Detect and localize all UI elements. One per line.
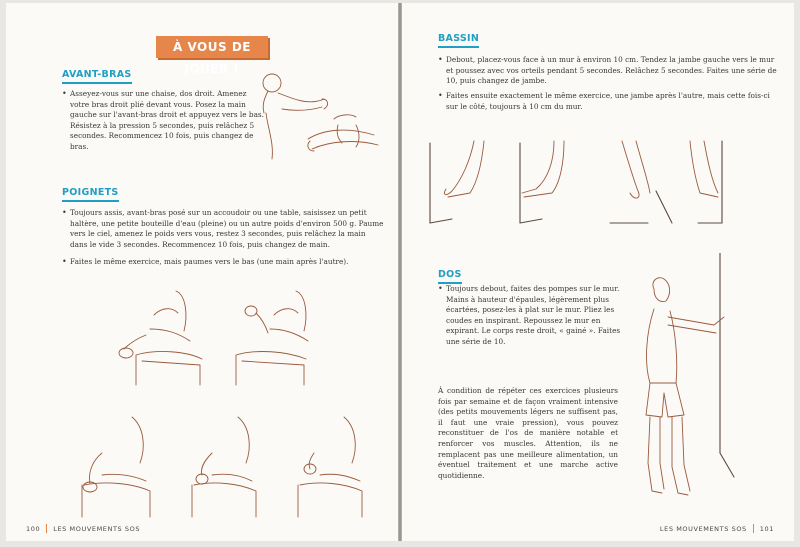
bassin-text-1: • Debout, placez-vous face à un mur à environ 10 cm. Tendez la jambe gauche vers le mur et poussez avec vos orteils pendant 5 secondes. Relâchez 5 secondes. Faites une série de 10, puis changez de jambe. <box>438 55 782 87</box>
heading-poignets: POIGNETS <box>62 187 119 202</box>
forearm-exercise-illustration <box>238 69 388 165</box>
wrist-exercise-illustration-top <box>106 285 316 395</box>
heading-bassin: BASSIN <box>438 33 479 48</box>
running-title-left: LES MOUVEMENTS SOS <box>53 524 141 533</box>
pelvis-exercise-illustration <box>422 131 752 227</box>
footer-divider <box>753 524 754 533</box>
heading-dos: DOS <box>438 269 462 284</box>
footer-divider <box>46 524 47 533</box>
page-number-left: 100 <box>26 524 41 533</box>
left-page <box>6 3 398 541</box>
footer-left <box>26 524 140 533</box>
poignets-text-2: • Faites le même exercice, mais paumes vers le bas (une main après l'autre). <box>62 257 384 268</box>
poignets-text-1: • Toujours assis, avant-bras posé sur un accoudoir ou une table, saisissez un petit haltère, une petite bouteille d'eau (pleine) ou un autre poids d'environ 500 g. Paume vers le ciel, amenez le poids vers vous, restez 3 secondes, puis relâchez la main dans le vide 3 secondes. Recommencez 10 fois, puis changez de main. <box>62 208 384 250</box>
dos-text: • Toujours debout, faites des pompes sur le mur. Mains à hauteur d'épaules, légèrement plus écartées, posez-les à plat sur le mur. Pliez les coudes en inspirant. Repoussez le mur en expirant. Le corps reste droit, « gainé ». Faites une série de 10. <box>438 284 628 348</box>
bassin-text-2: • Faites ensuite exactement le même exercice, une jambe après l'autre, mais cette fois-ci sur le côté, toujours à 10 cm du mur. <box>438 91 782 112</box>
wrist-exercise-illustration-bottom <box>62 413 382 523</box>
section-banner: À VOUS DE JOUER ! <box>156 36 268 58</box>
right-page <box>402 3 794 541</box>
wall-pushup-illustration <box>628 253 738 509</box>
heading-avant-bras: AVANT-BRAS <box>62 69 132 84</box>
closing-paragraph: À condition de répéter ces exercices plusieurs fois par semaine et de façon vraiment intensive (des petits mouvements légers ne suffisent pas, il faut une vraie pression), vous pouvez reconstituer de l'os de manière notable et renforcer vos muscles. Attention, ils ne remplacent pas une meilleure alimentation, un éventuel traitement et une marche active quotidienne. <box>438 386 618 480</box>
running-title-right: LES MOUVEMENTS SOS <box>659 524 747 533</box>
footer-right <box>660 524 774 533</box>
page-number-right: 101 <box>759 524 774 533</box>
avant-bras-text: • Asseyez-vous sur une chaise, dos droit. Amenez votre bras droit plié devant vous. Posez la main gauche sur l'avant-bras droit et appuyez vers le bas. Résistez à la pression 5 secondes, puis relâchez 5 secondes. Recommencez 10 fois, puis changez de bras. <box>62 89 266 153</box>
